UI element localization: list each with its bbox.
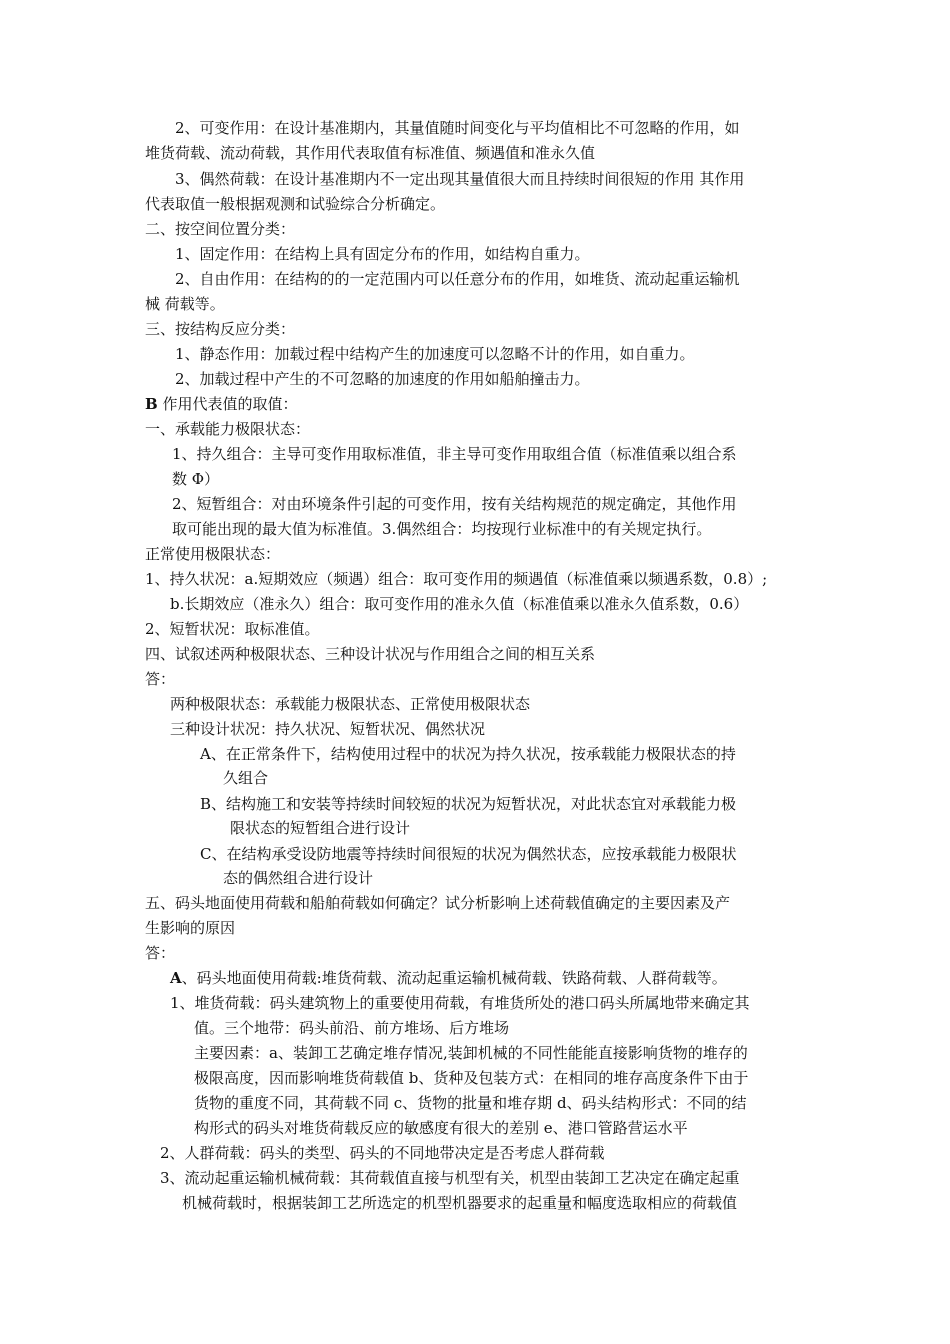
text-line: 1、固定作用：在结构上具有固定分布的作用，如结构自重力。 xyxy=(175,245,590,263)
text-line: 3、流动起重运输机械荷载：其荷载值直接与机型有关，机型由装卸工艺决定在确定起重 xyxy=(160,1169,740,1187)
text-line: 2、短暂状况：取标准值。 xyxy=(145,620,320,638)
text-line: 数 Φ） xyxy=(172,470,220,488)
section-letter: B xyxy=(145,395,158,413)
text-line: 极限高度，因而影响堆货荷载值 b、货种及包装方式：在相同的堆存高度条件下由于 xyxy=(194,1069,749,1087)
item-letter: A xyxy=(170,969,182,987)
text-line: 主要因素：a、装卸工艺确定堆存情况,装卸机械的不同性能能直接影响货物的堆存的 xyxy=(194,1044,748,1062)
text-line: 2、人群荷载：码头的类型、码头的不同地带决定是否考虑人群荷载 xyxy=(160,1144,605,1162)
text-line: 2、加载过程中产生的不可忽略的加速度的作用如船舶撞击力。 xyxy=(175,370,590,388)
section-heading: 三、按结构反应分类： xyxy=(145,320,296,338)
text-line: 2、自由作用：在结构的的一定范围内可以任意分布的作用，如堆货、流动起重运输机 xyxy=(175,270,740,288)
text-line: 久组合 xyxy=(223,769,269,787)
answer-label: 答： xyxy=(145,670,176,688)
text-line: 两种极限状态：承载能力极限状态、正常使用极限状态 xyxy=(170,695,531,713)
section-heading: 二、按空间位置分类： xyxy=(145,220,296,238)
question-heading: 五、码头地面使用荷载和船舶荷载如何确定？试分析影响上述荷载值确定的主要因素及产 xyxy=(145,894,731,912)
text-line: 1、持久状况：a.短期效应（频遇）组合：取可变作用的频遇值（标准值乘以频遇系数，0.8）; xyxy=(145,570,768,588)
text-line: 三种设计状况：持久状况、短暂状况、偶然状况 xyxy=(170,720,486,738)
section-heading: 正常使用极限状态： xyxy=(145,545,281,563)
text-line: 1、静态作用：加载过程中结构产生的加速度可以忽略不计的作用，如自重力。 xyxy=(175,345,695,363)
text-line: 态的偶然组合进行设计 xyxy=(223,869,374,887)
text-line: 货物的重度不同，其荷载不同 c、货物的批量和堆存期 d、码头结构形式：不同的结 xyxy=(194,1094,747,1112)
text-line: 3、偶然荷载：在设计基准期内不一定出现其量值很大而且持续时间很短的作用 其作用 xyxy=(175,170,745,188)
text-line: 1、堆货荷载：码头建筑物上的重要使用荷载，有堆货所处的港口码头所属地带来确定其 xyxy=(170,994,750,1012)
text-line: 代表取值一般根据观测和试验综合分析确定。 xyxy=(145,195,446,213)
text-line: B、结构施工和安装等持续时间较短的状况为短暂状况，对此状态宜对承载能力极 xyxy=(200,795,737,813)
text-line xyxy=(170,968,727,988)
answer-label: 答： xyxy=(145,944,176,962)
text-line: A、在正常条件下，结构使用过程中的状况为持久状况，按承载能力极限状态的持 xyxy=(200,745,736,763)
text-line: 构形式的码头对堆货荷载反应的敏感度有很大的差别 e、港口管路营运水平 xyxy=(194,1119,688,1137)
section-title: 作用代表值的取值： xyxy=(157,395,298,413)
text-line: 取可能出现的最大值为标准值。3.偶然组合：均按现行业标准中的有关规定执行。 xyxy=(172,520,712,538)
text-line: 堆货荷载、流动荷载，其作用代表取值有标准值、频遇值和准永久值 xyxy=(145,144,596,162)
text-line: 2、可变作用：在设计基准期内，其量值随时间变化与平均值相比不可忽略的作用，如 xyxy=(175,119,740,137)
question-heading: 四、试叙述两种极限状态、三种设计状况与作用组合之间的相互关系 xyxy=(145,645,596,663)
text-line: 1、持久组合：主导可变作用取标准值，非主导可变作用取组合值（标准值乘以组合系 xyxy=(172,445,737,463)
section-heading xyxy=(145,394,297,414)
text-line: 械 荷载等。 xyxy=(145,295,225,313)
text-line: 2、短暂组合：对由环境条件引起的可变作用，按有关结构规范的规定确定，其他作用 xyxy=(172,495,737,513)
question-heading: 生影响的原因 xyxy=(145,919,236,937)
text-line: 限状态的短暂组合进行设计 xyxy=(230,819,411,837)
text-line: C、在结构承受设防地震等持续时间很短的状况为偶然状态，应按承载能力极限状 xyxy=(200,845,737,863)
item-text: 、码头地面使用荷载:堆货荷载、流动起重运输机械荷载、铁路荷载、人群荷载等。 xyxy=(181,969,727,987)
text-line: 值。三个地带：码头前沿、前方堆场、后方堆场 xyxy=(194,1019,510,1037)
text-line: 机械荷载时，根据装卸工艺所选定的机型机器要求的起重量和幅度选取相应的荷载值 xyxy=(182,1194,738,1212)
text-line: b.长期效应（准永久）组合：取可变作用的准永久值（标准值乘以准永久值系数，0.6） xyxy=(170,595,749,613)
section-heading: 一、承载能力极限状态： xyxy=(145,420,311,438)
